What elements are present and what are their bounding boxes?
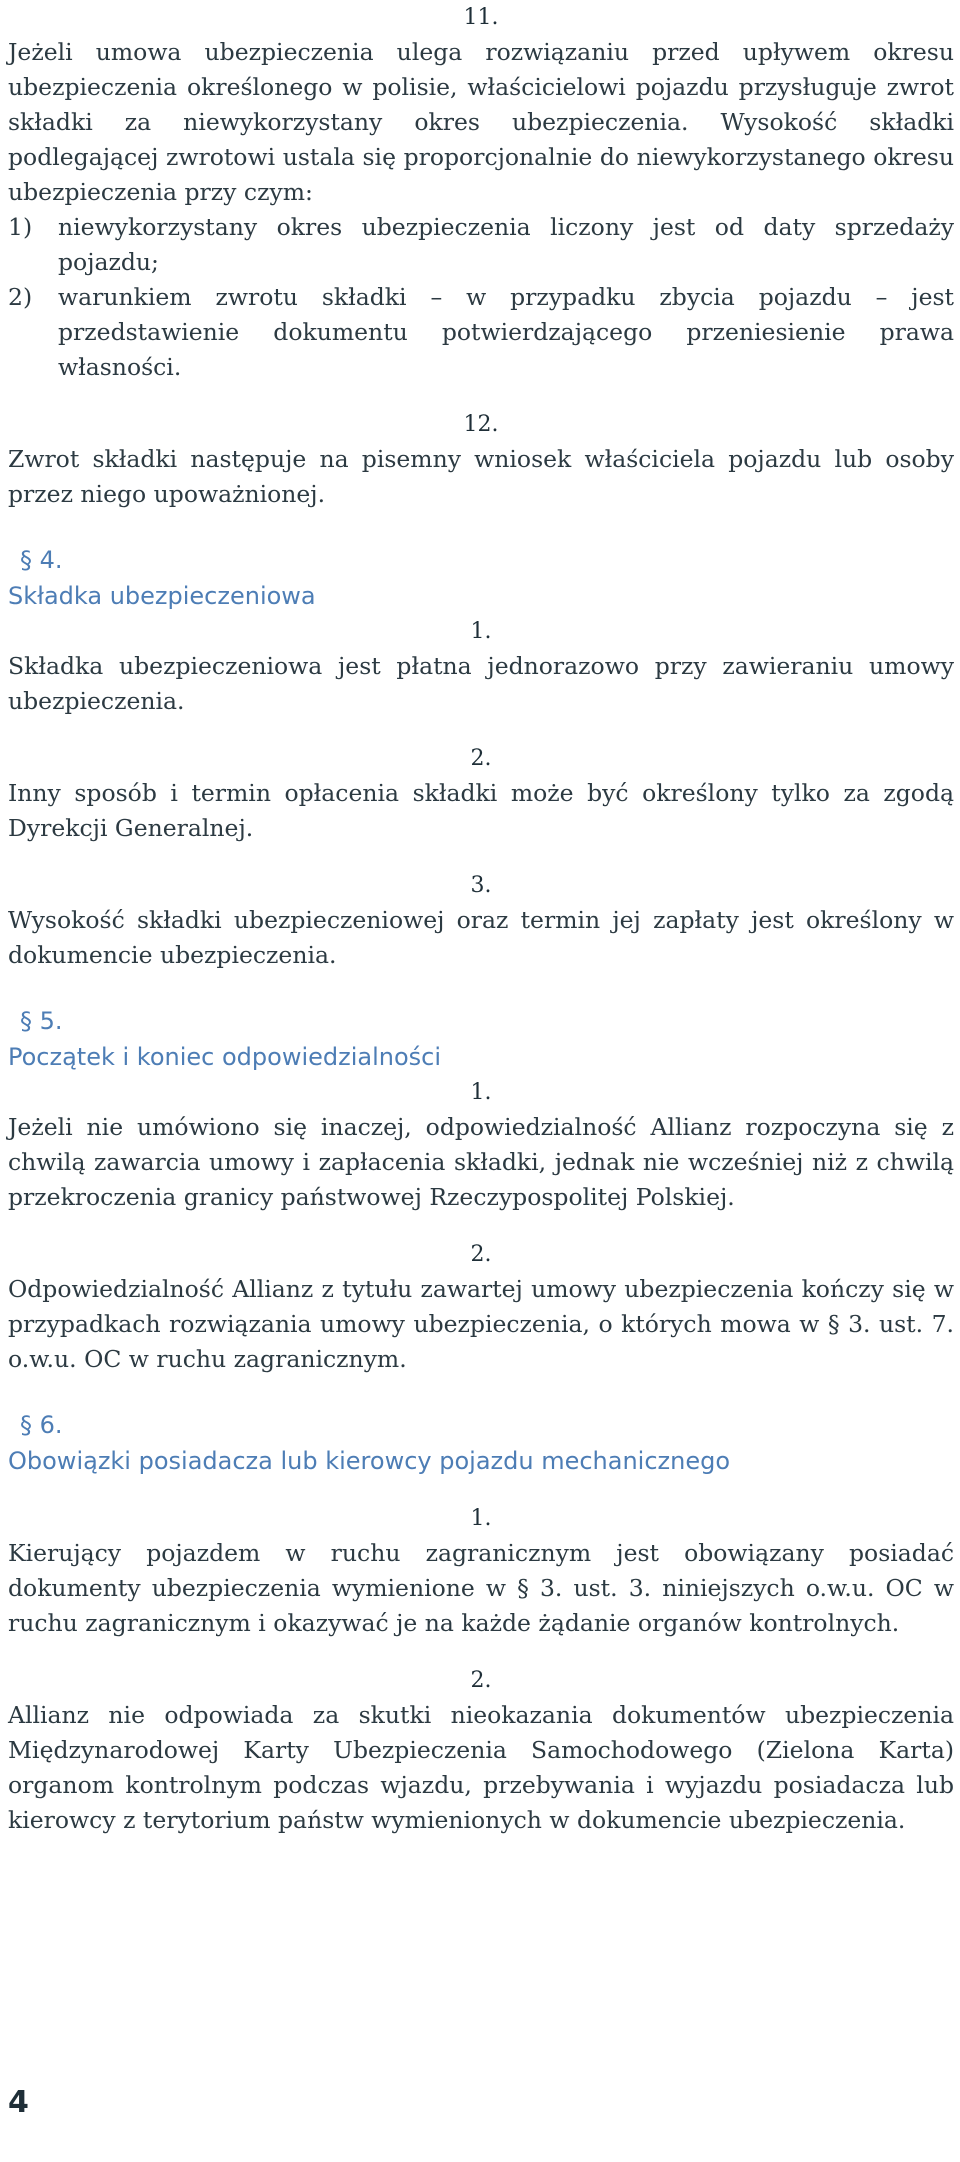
paragraph-number: 12.	[463, 412, 499, 437]
page-number: 4	[8, 2085, 29, 2120]
section-title: Początek i koniec odpowiedzialności	[8, 1043, 442, 1071]
section-sign: § 5.	[20, 1007, 63, 1035]
paragraph-text: Allianz nie odpowiada za skutki nieokazania dokumentów ubezpieczenia Międzynarodowej Karty Ubezpieczenia Samochodowego (Zielona Karta) organom kontrolnym podczas wjazdu, przebywania i wyjazdu posiadacza lub kierowcy z terytorium państw wymienionych w dokumencie ubezpieczenia.	[8, 1701, 954, 1834]
paragraph-text: Zwrot składki następuje na pisemny wniosek właściciela pojazdu lub osoby przez niego upoważnionej.	[8, 445, 954, 508]
paragraph-number: 2.	[470, 1242, 492, 1267]
list-item-text: niewykorzystany okres ubezpieczenia liczony jest od daty sprzedaży pojazdu;	[58, 213, 954, 276]
list-item-text: warunkiem zwrotu składki – w przypadku zbycia pojazdu – jest przedstawienie dokumentu potwierdzającego przeniesienie prawa własności.	[58, 283, 954, 381]
paragraph-text: Jeżeli nie umówiono się inaczej, odpowiedzialność Allianz rozpoczyna się z chwilą zawarcia umowy i zapłacenia składki, jednak nie wcześniej niż z chwilą przekroczenia granicy państwowej Rzeczypospolitej Polskiej.	[8, 1113, 954, 1211]
paragraph-number: 1.	[470, 1080, 492, 1105]
document-page	[8, 0, 954, 2162]
paragraph-text: Składka ubezpieczeniowa jest płatna jednorazowo przy zawieraniu umowy ubezpieczenia.	[8, 652, 954, 715]
paragraph-text: Kierujący pojazdem w ruchu zagranicznym jest obowiązany posiadać dokumenty ubezpieczenia wymienione w § 3. ust. 3. niniejszych o.w.u. OC w ruchu zagranicznym i okazywać je na każde żądanie organów kontrolnych.	[8, 1539, 954, 1637]
list-item	[8, 210, 954, 280]
paragraph-number: 2.	[470, 746, 492, 771]
list-marker: 2)	[8, 283, 33, 311]
section-title: Składka ubezpieczeniowa	[8, 582, 316, 610]
paragraph-number: 1.	[470, 1506, 492, 1531]
paragraph-number: 3.	[470, 873, 492, 898]
paragraph-number: 1.	[470, 619, 492, 644]
paragraph-text: Inny sposób i termin opłacenia składki może być określony tylko za zgodą Dyrekcji Generalnej.	[8, 779, 954, 842]
list-marker: 1)	[8, 213, 33, 241]
paragraph-number: 11.	[463, 5, 499, 30]
section-title: Obowiązki posiadacza lub kierowcy pojazdu mechanicznego	[8, 1447, 731, 1475]
paragraph-text: Wysokość składki ubezpieczeniowej oraz termin jej zapłaty jest określony w dokumencie ubezpieczenia.	[8, 906, 954, 969]
paragraph-text: Odpowiedzialność Allianz z tytułu zawartej umowy ubezpieczenia kończy się w przypadkach rozwiązania umowy ubezpieczenia, o których mowa w § 3. ust. 7. o.w.u. OC w ruchu zagranicznym.	[8, 1275, 954, 1373]
paragraph-number: 2.	[470, 1668, 492, 1693]
section-sign: § 6.	[20, 1411, 63, 1439]
section-sign: § 4.	[20, 546, 63, 574]
paragraph-text: Jeżeli umowa ubezpieczenia ulega rozwiązaniu przed upływem okresu ubezpieczenia określonego w polisie, właścicielowi pojazdu przysługuje zwrot składki za niewykorzystany okres ubezpieczenia. Wysokość składki podlegającej zwrotowi ustala się proporcjonalnie do niewykorzystanego okresu ubezpieczenia przy czym:	[8, 38, 954, 206]
list-item	[8, 280, 954, 385]
